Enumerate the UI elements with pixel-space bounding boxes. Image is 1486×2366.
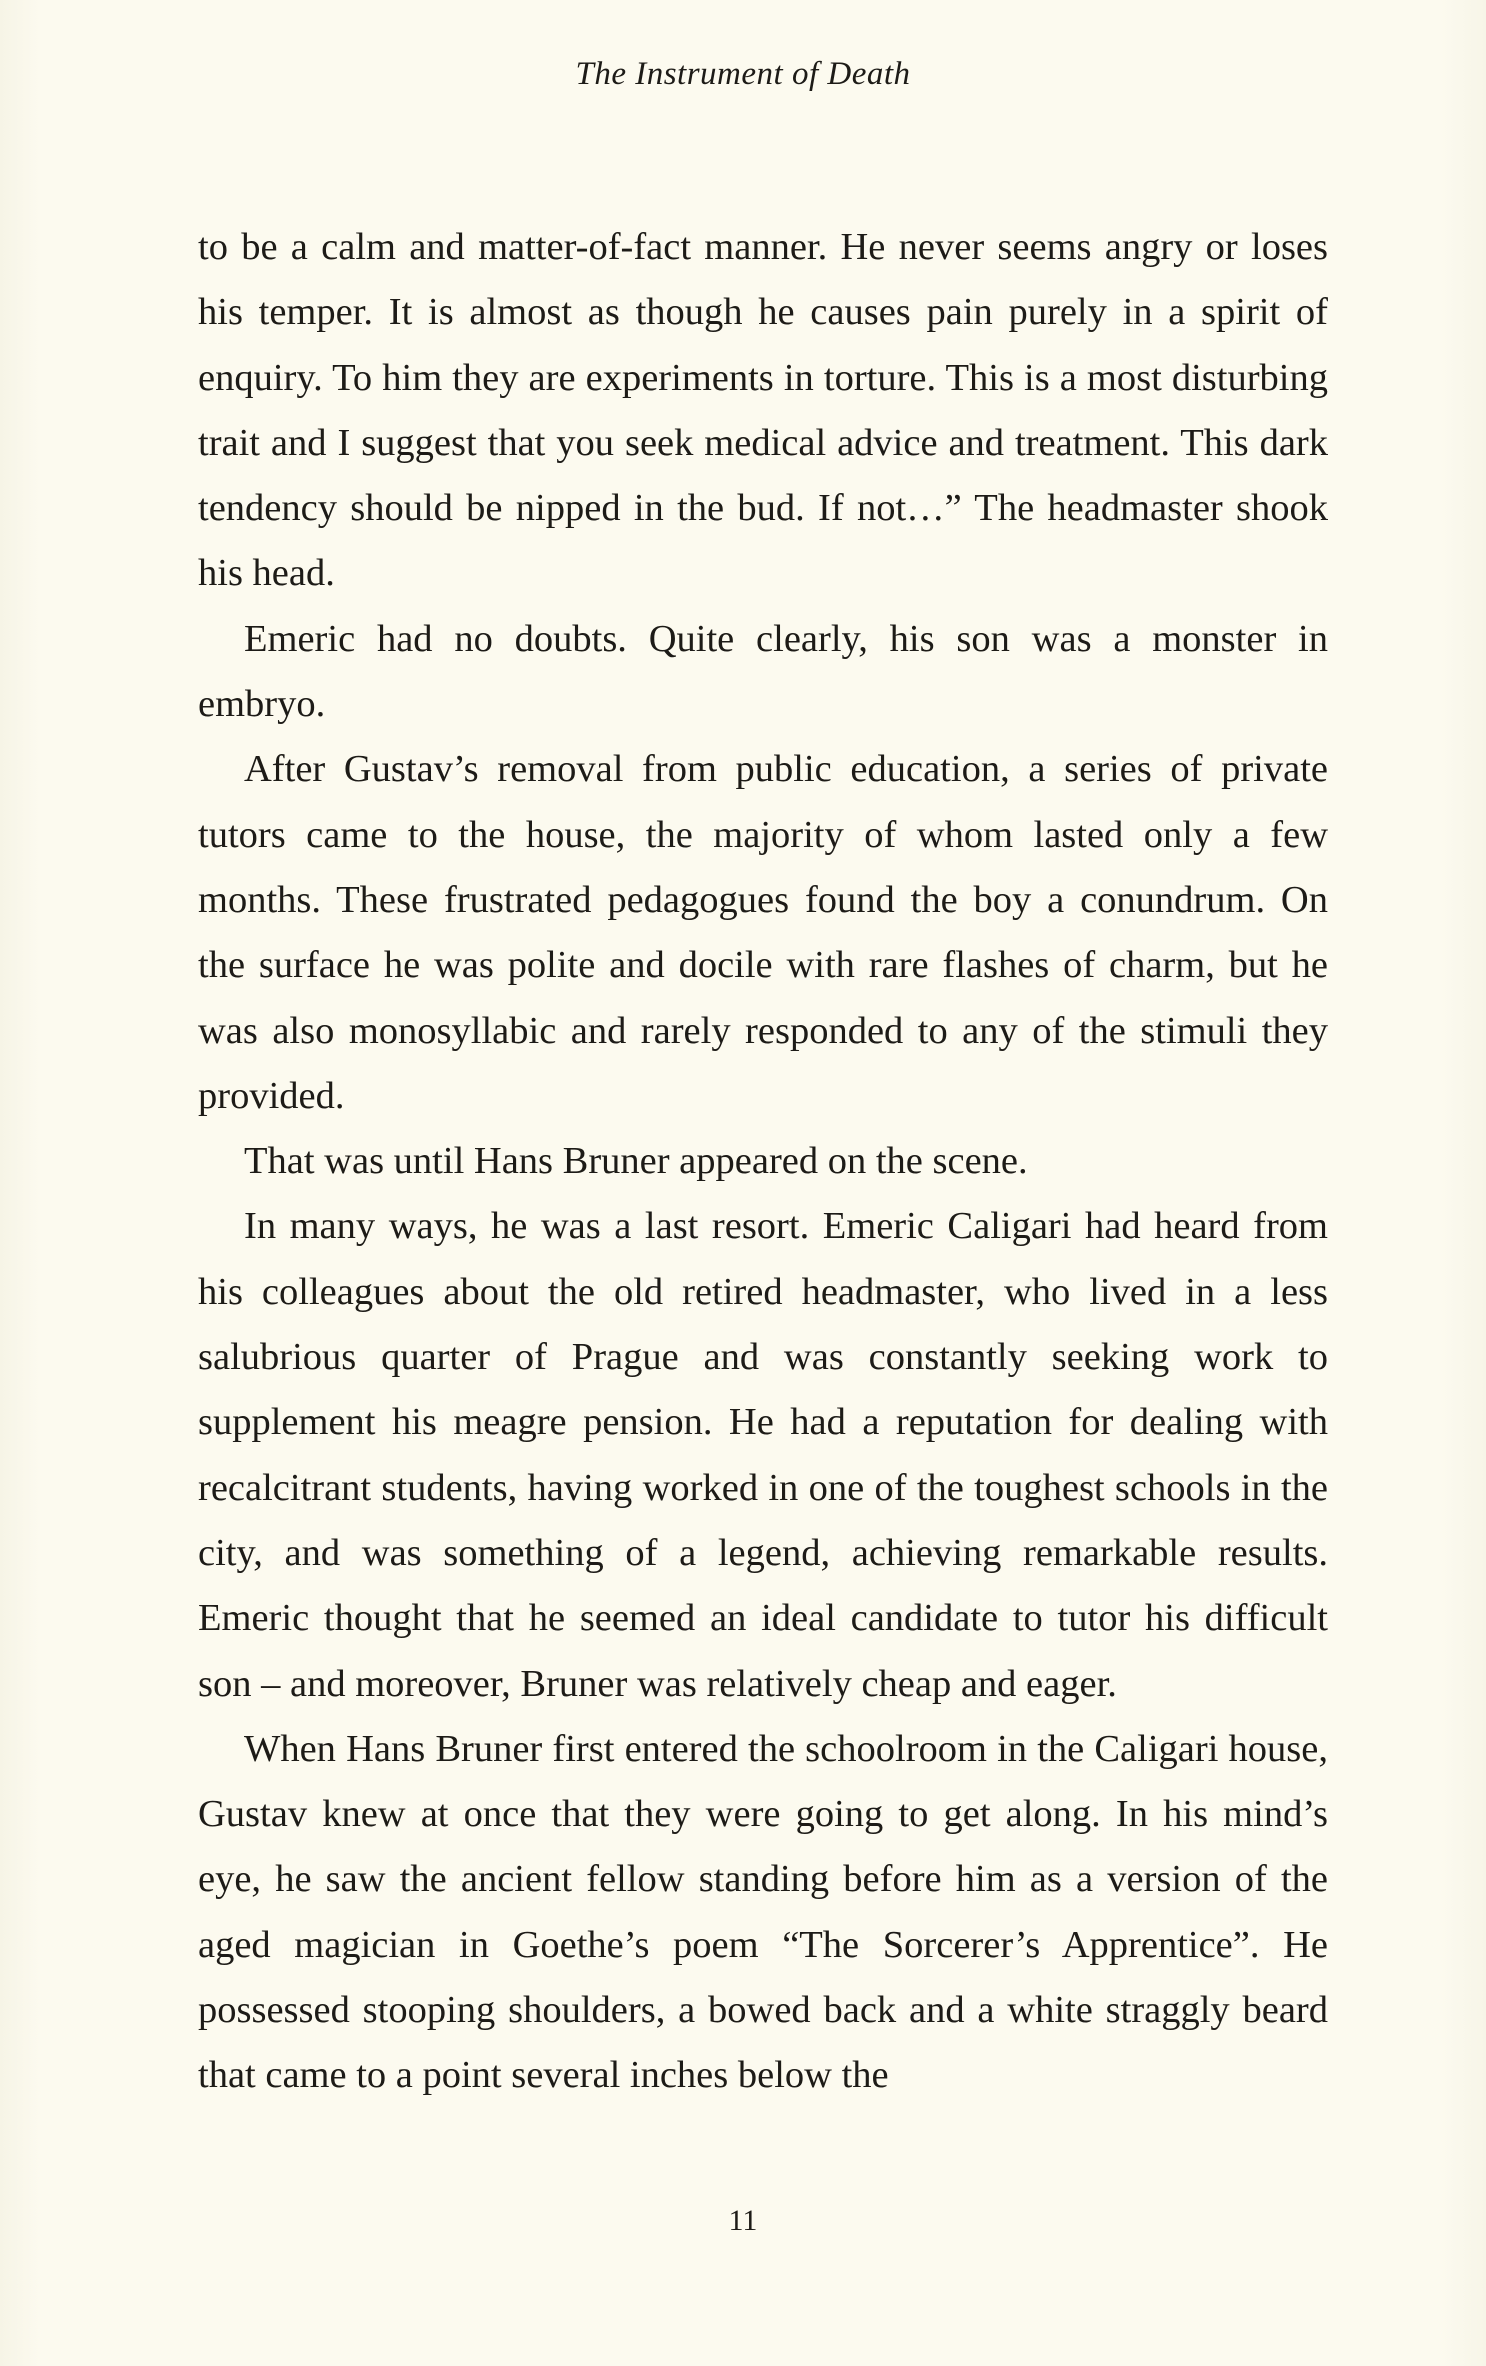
body-text xyxy=(198,215,1328,2109)
paragraph-continued: to be a calm and matter-of-fact manner. He never seems angry or loses his temper. It is almost as though he causes pain purely in a spirit of enquiry. To him they are experiments in torture. This is a most disturbing trait and I suggest that you seek medical advice and treatment. This dark tendency should be nipped in the bud. If not…” The headmaster shook his head. xyxy=(198,226,1328,595)
page-number: 11 xyxy=(728,2204,758,2237)
paragraph: In many ways, he was a last resort. Emeric Caligari had heard from his colleagues about the old retired headmaster, who lived in a less salubrious quarter of Prague and was constantly seeking work to supplement his meagre pension. He had a reputation for dealing with recalcitrant students, having worked in one of the toughest schools in the city, and was something of a legend, achieving remarkable results. Emeric thought that he seemed an ideal candidate to tutor his difficult son – and moreover, Bruner was relatively cheap and eager. xyxy=(198,1205,1328,1705)
paragraph: That was until Hans Bruner appeared on the scene. xyxy=(244,1140,1028,1183)
paragraph: Emeric had no doubts. Quite clearly, his son was a monster in embryo. xyxy=(198,617,1328,726)
paragraph: After Gustav’s removal from public education, a series of private tutors came to the house, the majority of whom lasted only a few months. These frustrated pedagogues found the boy a conundrum. On the surface he was polite and docile with rare flashes of charm, but he was also monosyllabic and rarely responded to any of the stimuli they provided. xyxy=(198,748,1328,1117)
paragraph: When Hans Bruner first entered the schoolroom in the Caligari house, Gustav knew at once that they were going to get along. In his mind’s eye, he saw the ancient fellow standing before him as a version of the aged magician in Goethe’s poem “The Sorcerer’s Apprentice”. He possessed stooping shoulders, a bowed back and a white straggly beard that came to a point several inches below the xyxy=(198,1727,1328,2097)
running-title: The Instrument of Death xyxy=(575,56,911,92)
